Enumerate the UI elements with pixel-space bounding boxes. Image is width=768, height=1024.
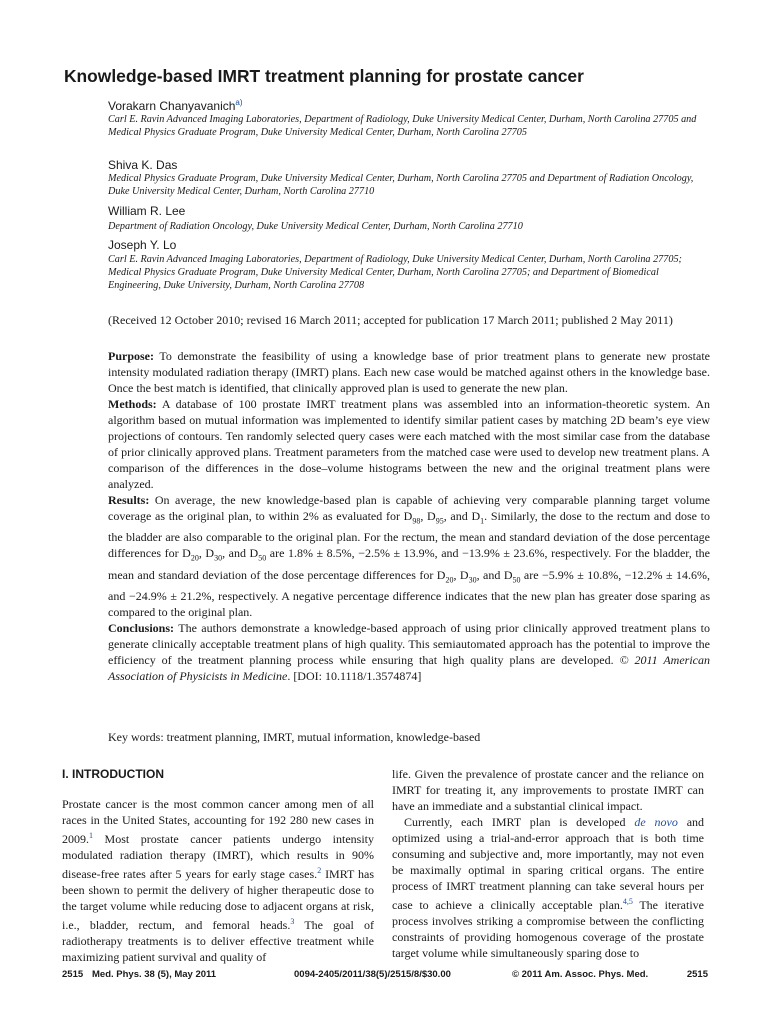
author-name: Shiva K. Das (108, 158, 178, 172)
methods-label: Methods: (108, 397, 157, 411)
author-affiliation: Carl E. Ravin Advanced Imaging Laboratories, Department of Radiology, Duke University Medical Center, Durham, North Carolina 27705; Medical Physics Graduate Program, Duke University Medical Center, Durham, North Carolina 27705; and Department of Biomedical Engineering, Duke University, Durham, North Carolina 27708 (108, 254, 682, 291)
ref-link[interactable]: 4,5 (622, 897, 633, 906)
conclusions-text: The authors demonstrate a knowledge-based approach of using prior clinically approved treatment plans to generate clinically acceptable treatment plans of high quality. This semiautomated approach has the potential to improve the efficiency of the treatment planning process while ensuring that high quality plans are developed. (108, 621, 710, 668)
doi[interactable]: [DOI: 10.1118/1.3574874] (293, 669, 422, 684)
results-label: Results: (108, 493, 150, 507)
author-name: William R. Lee (108, 204, 186, 218)
received-dates: (Received 12 October 2010; revised 16 March 2011; accepted for publication 17 March 2011; published 2 May 2011) (108, 313, 673, 327)
page-footer (62, 969, 708, 983)
conclusions-label: Conclusions: (108, 621, 175, 636)
intro-paragraph: Prostate cancer is the most common cancer among men of all races in the United States, accounting for 192 280 new cases in 2009.$^1$ Most prostate cancer patients undergo intensity modulated radiation therapy (IMRT), which results in 90% disease-free rates after 5 years for early stage cases.$^2$ IMRT has been shown to permit the delivery of higher therapeutic dose to the target volume while reducing dose to adjacent organs at risk, i.e., bladder, rectum, and femoral heads.$^3$ The goal of radiotherapy treatments is to deliver effective treatment while maximizing patient survival and quality of (62, 797, 374, 964)
page-number: 2515 (686, 969, 708, 980)
journal-citation: Med. Phys. 38 (5), May 2011 (92, 969, 217, 980)
intro-paragraph: life. Given the prevalence of prostate cancer and the reliance on IMRT for treating it, any improvements to prostate IMRT can have an immediate and a substantial clinical impact. (392, 767, 704, 813)
page-number: 2515 (62, 969, 84, 980)
author-affiliation: Carl E. Ravin Advanced Imaging Laboratories, Department of Radiology, Duke University Medical Center, Durham, North Carolina 27705 and Medical Physics Graduate Program, Duke University Medical Center, Durham, North Carolina 27705 (108, 114, 697, 138)
section-heading: I. INTRODUCTION (62, 767, 164, 781)
author-affiliation: Medical Physics Graduate Program, Duke University Medical Center, Durham, North Carolina 27705 and Department of Radiation Oncology, Duke University Medical Center, Durham, North Carolina 27710 (108, 173, 694, 197)
results-text: On average, the new knowledge-based plan is capable of achieving very comparable planning target volume coverage as the original plan, to within 2% as evaluated for $D_{98}$, $D_{95}$, and $D_1$. Similarly, the dose to the rectum and dose to the bladder are also comparable to the original plan. For the rectum, the mean and standard deviation of the dose percentage differences for $D_{20}$, $D_{30}$, and $D_{50}$ are 1.8% ± 8.5%, −2.5% ± 13.9%, and −13.9% ± 23.6%, respectively. For the bladder, the mean and standard deviation of the dose percentage differences for $D_{20}$, $D_{30}$, and $D_{50}$ are −5.9% ± 10.8%, −12.2% ± 14.6%, and −24.9% ± 21.2%, respectively. A negative percentage difference indicates that the new plan has greater dose sparing as compared to the original plan. (108, 493, 711, 620)
paper-title: Knowledge-based IMRT treatment planning for prostate cancer (64, 66, 584, 86)
purpose-label: Purpose: (108, 349, 154, 363)
column-left (62, 766, 374, 965)
footer-copyright: © 2011 Am. Assoc. Phys. Med. (512, 969, 649, 980)
ref-link[interactable]: 1 (89, 831, 93, 840)
keywords: Key words: treatment planning, IMRT, mutual information, knowledge-based (108, 730, 481, 744)
ref-link[interactable]: 2 (317, 866, 322, 875)
abstract: Purpose: To demonstrate the feasibility of using a knowledge base of prior treatment plans to generate new prostate intensity modulated radiation therapy (IMRT) plans. Each new case would be matched against others in the knowledge base. Once the best match is identified, that clinically approved plan is used to generate the new plan. Methods: A database of 100 prostate IMRT treatment plans was assembled into an information-theoretic system. An algorithm based on mutual information was implemented to identify similar patient cases by matching 2D beam’s eye view projections of contours. Ten randomly selected query cases were each matched with the most similar case from the database of prior clinically approved plans. Treatment parameters from the matched case were used to develop new treatment plans. A comparison of the differences in the dose–volume histograms between the new and the original treatment plans were analyzed. Results: On average, the new knowledge-based plan is capable of achieving very comparable planning target volume coverage as the original plan, to within 2% as evaluated for $D_{98}$, $D_{95}$, and $D_1$. Similarly, the dose to the rectum and dose to the bladder are also comparable to the original plan. For the rectum, the mean and standard deviation of the dose percentage differences for $D_{20}$, $D_{30}$, and $D_{50}$ are 1.8% ± 8.5%, −2.5% ± 13.9%, and −13.9% ± 23.6%, respectively. For the bladder, the mean and standard deviation of the dose percentage differences for $D_{20}$, $D_{30}$, and $D_{50}$ are −5.9% ± 10.8%, −12.2% ± 14.6%, and −24.9% ± 21.2%, respectively. A negative percentage difference indicates that the new plan has greater dose sparing as compared to the original plan. Conclusions: The authors demonstrate a knowledge-based approach of using prior clinically approved treatment plans to generate clinically acceptable treatment plans of high quality. This semiautomated approach has the potential to improve the efficiency of the treatment planning process while ensuring that high quality plans are developed. © 2011 American Association of Physicists in Medicine. [DOI: 10.1118/1.3574874] (108, 349, 711, 684)
purpose-text: To demonstrate the feasibility of using a knowledge base of prior treatment plans to generate new prostate intensity modulated radiation therapy (IMRT) plans. Each new case would be matched against others in the knowledge base. Once the best match is identified, that clinically approved plan is used to generate the new plan. (108, 349, 710, 395)
column-right (392, 766, 704, 961)
ref-link[interactable]: 3 (290, 917, 295, 926)
author-name: Vorakarn Chanyavanich$^{a)}$ (108, 98, 243, 113)
intro-paragraph: Currently, each IMRT plan is developed de novo and optimized using a trial-and-error approach that is both time consuming and subjective and, more importantly, may not even be maximally optimal in sparing critical organs. The entire process of IMRT treatment planning can take several hours per case to achieve a clinically acceptable plan.$^{4,5}$ The iterative process involves striking a compromise between the conflicting constraints of providing homogenous coverage of the prostate target volume while simultaneously sparing dose to (392, 815, 705, 960)
author-affiliation: Department of Radiation Oncology, Duke University Medical Center, Durham, North Carolina 27710 (108, 221, 523, 232)
methods-text: A database of 100 prostate IMRT treatment plans was assembled into an information-theoretic system. An algorithm based on mutual information was implemented to identify similar patient cases by matching 2D beam’s eye view projections of contours. Ten randomly selected query cases were each matched with the most similar case from the database of prior clinically approved plans. Treatment parameters from the matched case were used to develop new treatment plans. A comparison of the differences in the dose–volume histograms between the new and the original treatment plans were analyzed. (108, 397, 710, 491)
author-name: Joseph Y. Lo (108, 238, 177, 252)
copyright-notice: © 2011 American Association of Physicists in Medicine (108, 653, 710, 684)
article-code: 0094-2405/2011/38(5)/2515/8/$30.00 (294, 969, 451, 980)
